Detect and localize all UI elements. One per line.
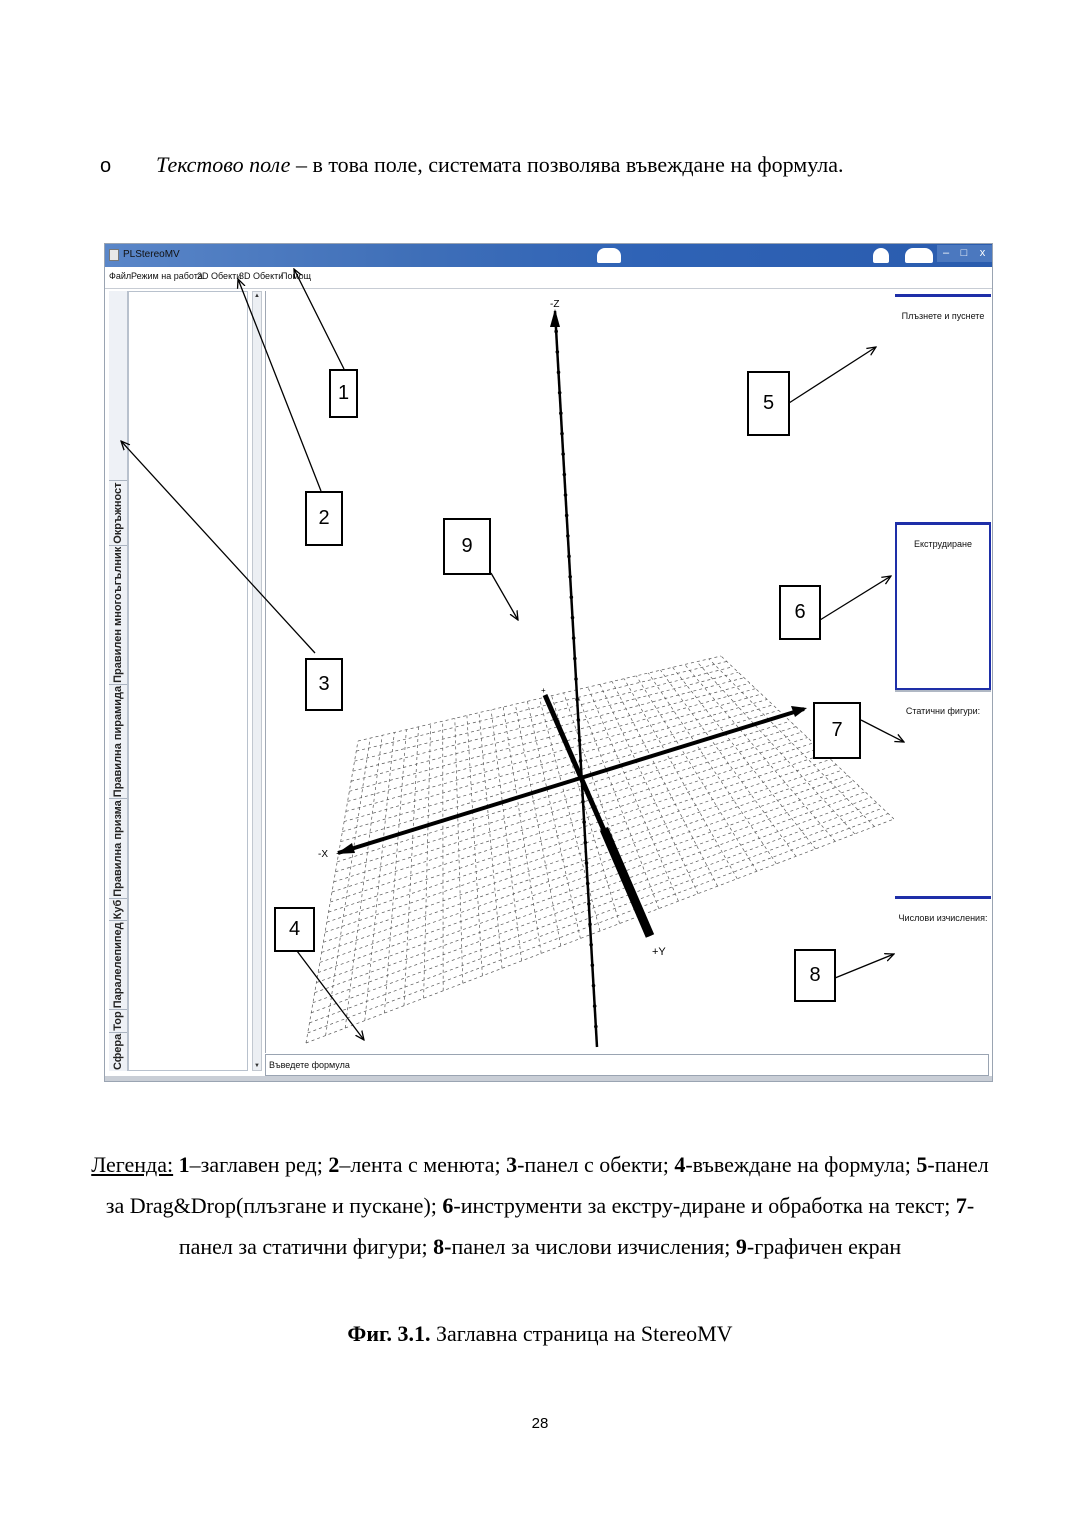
arrow-2: [238, 279, 321, 491]
arrow-1: [294, 269, 344, 369]
figure-caption-label: Фиг. 3.1.: [347, 1321, 431, 1346]
tab-pyramid[interactable]: Правилна пирамида: [109, 684, 127, 798]
callout-1: 1: [329, 369, 358, 418]
arrow-4: [297, 951, 364, 1040]
legend-text: -въвеждане на формула;: [685, 1152, 917, 1177]
menu-file[interactable]: Файл: [109, 271, 132, 281]
intro-paragraph: [100, 152, 844, 178]
legend-text: -панел за статични фигури;: [178, 1193, 975, 1259]
callout-arrows: [105, 244, 992, 1081]
callout-2: 2: [305, 491, 343, 546]
callout-7: 7: [813, 702, 861, 759]
callout-8: 8: [794, 949, 836, 1002]
legend-text: -панел за Drag&Drop(плъзгане и пускане);: [105, 1152, 989, 1218]
legend-text: –лента с менюта;: [339, 1152, 507, 1177]
legend-num: 2: [328, 1152, 340, 1177]
drag-drop-label: Плъзнете и пуснете: [901, 311, 985, 321]
legend-num: 8-: [433, 1234, 452, 1259]
intro-term: Текстово поле: [156, 152, 291, 177]
legend-num: 5: [916, 1152, 928, 1177]
legend-num: 1: [178, 1152, 190, 1177]
figure-caption-text: Заглавна страница на StereoMV: [430, 1321, 733, 1346]
legend-text: -графичен екран: [746, 1234, 902, 1259]
scroll-down-icon[interactable]: ▼: [254, 1063, 260, 1069]
static-figures-label: Статични фигури:: [905, 706, 981, 716]
minimize-button[interactable]: –: [937, 245, 955, 262]
tab-parallelepiped[interactable]: Паралелепипед: [109, 920, 127, 1009]
menu-2d-objects[interactable]: 2D Обекти: [197, 271, 242, 281]
menu-help[interactable]: Помощ: [281, 271, 312, 281]
tab-prism[interactable]: Правилна призма: [109, 798, 127, 898]
plus-label: +: [541, 686, 546, 695]
tab-torus[interactable]: Тор: [109, 1009, 127, 1031]
numeric-label: Числови изчисления:: [898, 913, 988, 923]
callout-5: 5: [747, 371, 790, 436]
callout-3: 3: [305, 658, 343, 711]
arrow-3: [121, 441, 315, 653]
legend-label: Легенда:: [91, 1152, 174, 1177]
close-button[interactable]: x: [973, 245, 992, 262]
bullet-marker: o: [100, 155, 112, 177]
intro-text: – в това поле, системата позволява въвеждане на формула.: [290, 152, 844, 177]
maximize-button[interactable]: □: [955, 245, 973, 262]
page-number: 28: [531, 1415, 549, 1432]
callout-4: 4: [274, 907, 315, 952]
legend-text: –заглавен ред;: [189, 1152, 329, 1177]
extrude-label: Екструдиране: [913, 539, 973, 549]
callout-6: 6: [779, 585, 821, 640]
legend-text: панел за числови изчисления;: [451, 1234, 736, 1259]
pos-y-label: +Y: [652, 946, 666, 958]
menu-3d-objects[interactable]: 3D Обекти: [239, 271, 284, 281]
legend-num: 6: [442, 1193, 454, 1218]
arrow-6: [820, 576, 891, 620]
menu-mode[interactable]: Режим на работа: [131, 271, 203, 281]
legend: [80, 1144, 1000, 1267]
arrow-7: [861, 720, 904, 742]
neg-z-label: -Z: [550, 299, 560, 310]
tab-circle[interactable]: Окръжност: [109, 480, 127, 544]
scroll-up-icon[interactable]: ▲: [254, 293, 260, 299]
legend-num: 4: [674, 1152, 686, 1177]
stereomv-screenshot: [104, 243, 993, 1082]
window-title: PLStereoMV: [123, 249, 180, 260]
arrow-8: [835, 954, 894, 978]
neg-x-label: -X: [318, 849, 328, 860]
figure-caption: [80, 1321, 1000, 1347]
legend-num: 3: [506, 1152, 518, 1177]
legend-text: -панел с обекти;: [517, 1152, 675, 1177]
arrow-9: [491, 573, 518, 620]
tab-polygon[interactable]: Правилен многоъгълник: [109, 545, 127, 684]
legend-num: 9: [735, 1234, 747, 1259]
callout-9: 9: [443, 518, 491, 575]
tab-cube[interactable]: Куб: [109, 898, 127, 921]
tab-sphere[interactable]: Сфера: [109, 1032, 127, 1071]
formula-input[interactable]: Въведете формула: [265, 1054, 989, 1076]
arrow-5: [789, 347, 876, 403]
legend-text: -инструменти за екстру-диране и обработка на текст;: [453, 1193, 956, 1218]
legend-num: 7: [955, 1193, 967, 1218]
